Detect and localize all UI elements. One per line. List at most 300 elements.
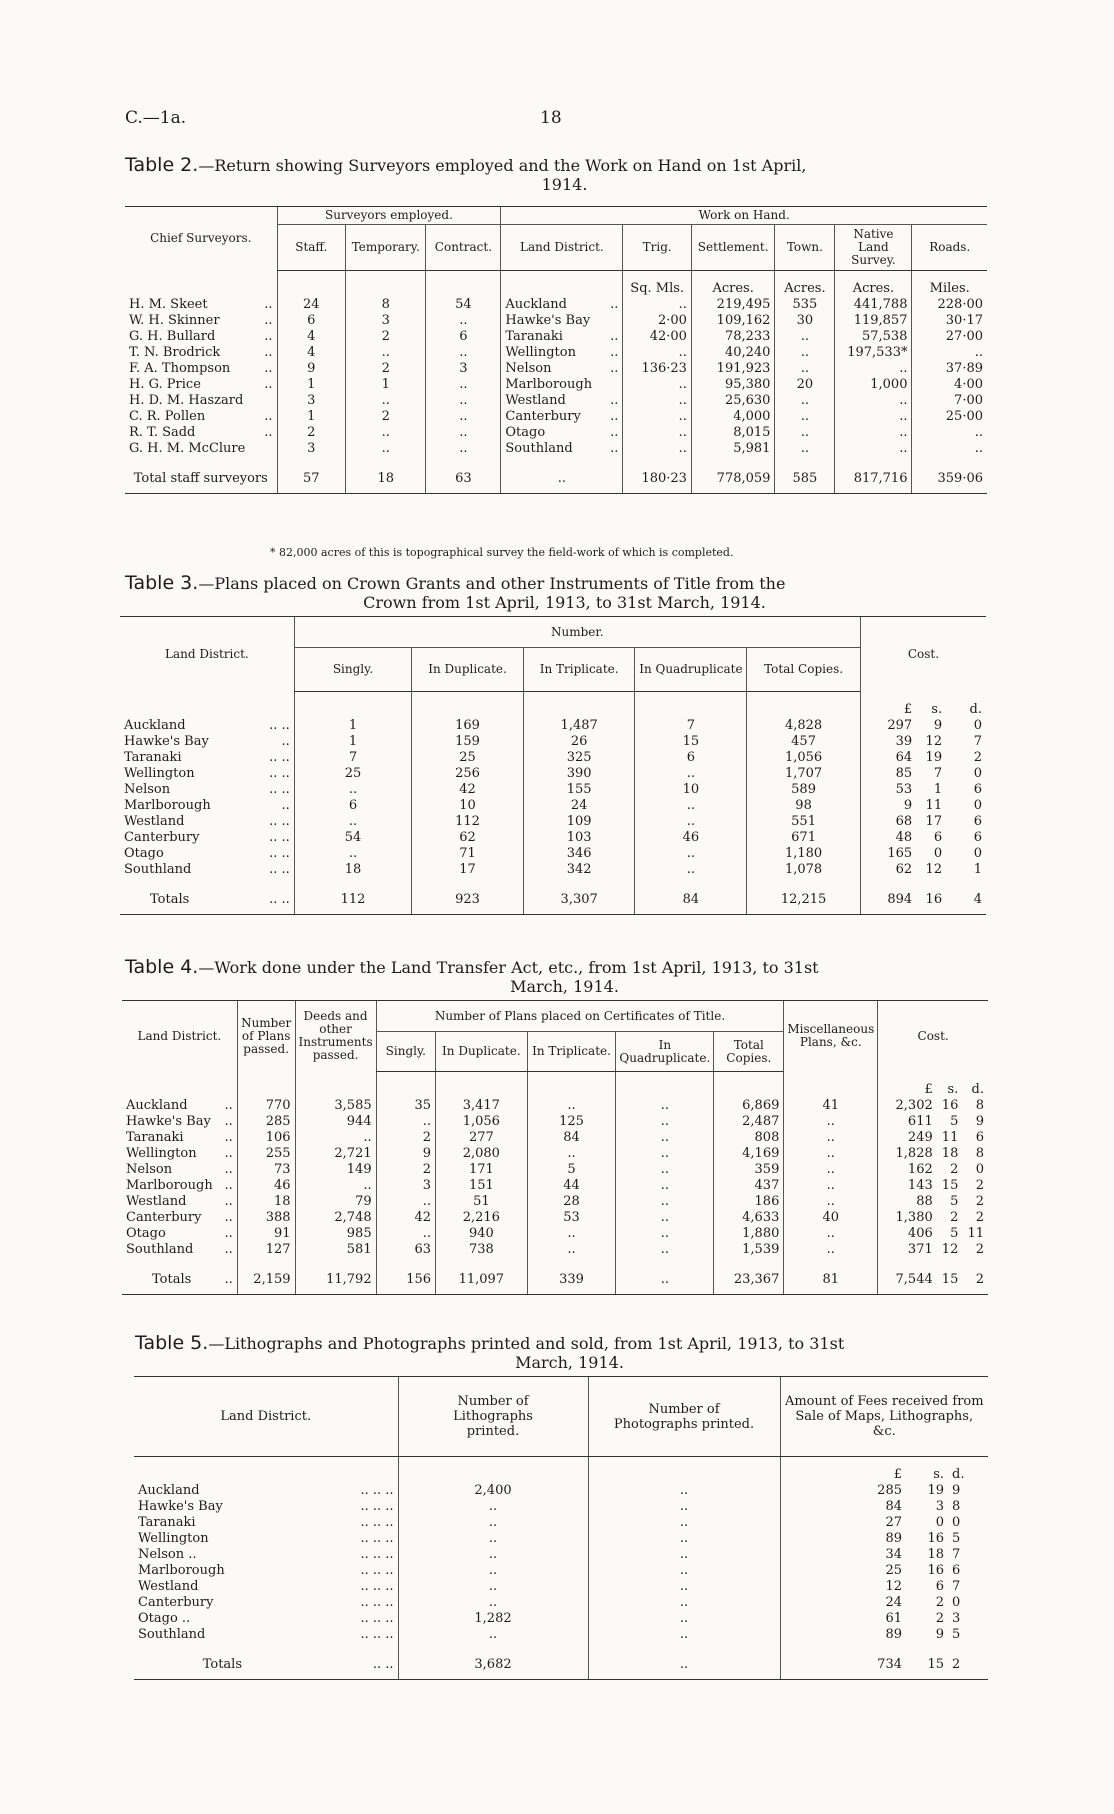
page-reference: C.—1a.	[125, 108, 187, 128]
t2-cell-contract: ..	[426, 377, 501, 393]
t4-cell-singly: 35	[376, 1098, 435, 1114]
t4-total-singly: 156	[376, 1268, 435, 1295]
t2-cell-contract: 6	[426, 329, 501, 345]
t4-cell-quad: ..	[616, 1194, 714, 1210]
t2-cell-name	[125, 313, 277, 329]
t3-cell-shillings: 1	[933, 782, 943, 797]
t5-unit-s: s.	[933, 1467, 944, 1482]
t4-cell-shillings: 15	[941, 1178, 959, 1193]
t2-cell-name	[125, 377, 277, 393]
t5-col-litho: Number of Lithographs printed.	[398, 1377, 588, 1457]
t5-cell-litho: ..	[398, 1579, 588, 1595]
t2-cell-district-text: Westland	[505, 393, 566, 408]
page-number: 18	[540, 108, 562, 128]
t2-cell-name	[125, 345, 277, 361]
t5-total-label: Totals	[134, 1653, 246, 1680]
t2-cell-staff: 4	[277, 329, 346, 345]
t3-col-total: Total Copies.	[747, 648, 861, 692]
t2-cell-roads: 7·00	[912, 393, 987, 409]
t2-cell-trig: ..	[623, 345, 692, 361]
t3-cell-district: Hawke's Bay	[124, 734, 209, 749]
t3-col-cost: Cost.	[860, 617, 986, 692]
t3-cell-pence: 0	[973, 846, 982, 861]
t3-unit-l: £	[860, 702, 916, 718]
t4-cell-dots: ..	[224, 1194, 233, 1209]
t4-cell-trip: 5	[527, 1162, 616, 1178]
t5-cell-district: Auckland	[138, 1483, 200, 1498]
t2-cell-dots: ..	[264, 329, 273, 344]
t2-cell-settle: 219,495	[691, 297, 775, 313]
t5-cell-dots: .. .. ..	[360, 1595, 394, 1610]
t3-row	[120, 814, 986, 830]
t4-cell-quad: ..	[616, 1098, 714, 1114]
t5-cell-shillings: 3	[935, 1499, 944, 1514]
t2-cell-name-text: T. N. Brodrick	[129, 345, 221, 360]
t4-cell-quad: ..	[616, 1210, 714, 1226]
t3-total-row	[120, 888, 986, 915]
t3-cell-district: Otago	[124, 846, 164, 861]
t2-cell-name-text: H. D. M. Haszard	[129, 393, 244, 408]
t4-cell-dots: ..	[224, 1226, 233, 1241]
table2-title-line2: 1914.	[541, 175, 588, 194]
t3-cell-singly: 6	[294, 798, 411, 814]
t2-cell-temp: ..	[346, 425, 426, 441]
table5-label: Table 5.	[135, 1332, 209, 1354]
t4-cell-pence: 2	[975, 1178, 984, 1193]
t4-cell-plans: 770	[237, 1098, 295, 1114]
t3-cell-dup: 112	[412, 814, 524, 830]
t5-row	[134, 1611, 988, 1627]
t3-col-quad: In Quadruplicate	[635, 648, 747, 692]
t2-cell-district	[501, 329, 623, 345]
t4-cell-district: Taranaki	[126, 1130, 184, 1145]
t4-cell-district: Westland	[126, 1194, 187, 1209]
table2-title	[125, 156, 1004, 194]
t3-cell-singly: ..	[294, 846, 411, 862]
t3-cell-dots: .. ..	[269, 766, 290, 781]
t3-cell-shillings: 12	[925, 734, 943, 749]
t4-cell-district: Canterbury	[126, 1210, 202, 1225]
t5-total-d: 2	[948, 1653, 988, 1680]
t2-row	[125, 377, 987, 393]
t4-cell-trip: ..	[527, 1242, 616, 1258]
t2-cell-native: ..	[835, 441, 912, 457]
t2-cell-district	[501, 393, 623, 409]
t4-cell-deeds: 79	[295, 1194, 376, 1210]
t3-cell-trip: 342	[523, 862, 635, 878]
t3-cell-shillings: 7	[933, 766, 943, 781]
t4-cell-deeds: 2,748	[295, 1210, 376, 1226]
t3-total-dup: 923	[412, 888, 524, 915]
t2-cell-district-dots: ..	[610, 345, 619, 360]
t2-cell-dots: ..	[264, 345, 273, 360]
t2-cell-temp: 1	[346, 377, 426, 393]
t4-unit-d: d.	[971, 1082, 984, 1097]
t4-cell-singly: ..	[376, 1114, 435, 1130]
t2-cell-temp: 2	[346, 329, 426, 345]
t2-cell-temp: 2	[346, 361, 426, 377]
t4-cell-pounds: 1,828	[878, 1146, 937, 1162]
t3-cell-dup: 10	[412, 798, 524, 814]
t4-total-dots: ..	[217, 1268, 238, 1295]
t2-cell-name-text: W. H. Skinner	[129, 313, 220, 328]
t3-cell-pence: 6	[973, 782, 982, 797]
t4-cell-quad: ..	[616, 1242, 714, 1258]
table3-title-line1: —Plans placed on Crown Grants and other Instruments of Title from the	[198, 574, 786, 593]
t2-cell-settle: 4,000	[691, 409, 775, 425]
t2-cell-name-text: H. G. Price	[129, 377, 201, 392]
t2-cell-town: 535	[775, 297, 835, 313]
t2-cell-name	[125, 297, 277, 313]
t3-cell-dots: ..	[281, 798, 290, 813]
t2-cell-staff: 2	[277, 425, 346, 441]
t3-cell-trip: 26	[523, 734, 635, 750]
t2-cell-native: 197,533*	[835, 345, 912, 361]
t4-cell-dup: 940	[436, 1226, 528, 1242]
t5-row	[134, 1595, 988, 1611]
t4-cell-singly: 9	[376, 1146, 435, 1162]
t4-cell-singly: 2	[376, 1130, 435, 1146]
t2-cell-temp: 3	[346, 313, 426, 329]
t2-cell-name	[125, 393, 277, 409]
t3-cell-quad: 10	[635, 782, 747, 798]
t2-cell-name-text: G. H. M. McClure	[129, 441, 246, 456]
t4-cell-trip: 53	[527, 1210, 616, 1226]
t3-cell-trip: 346	[523, 846, 635, 862]
t2-cell-town: 20	[775, 377, 835, 393]
t3-row	[120, 718, 986, 734]
t4-cell-dup: 277	[436, 1130, 528, 1146]
t4-cell-singly: 3	[376, 1178, 435, 1194]
t4-cell-dup: 738	[436, 1242, 528, 1258]
t5-cell-pence: 0	[952, 1595, 961, 1610]
t4-cell-pence: 11	[967, 1226, 984, 1241]
table3	[120, 616, 986, 915]
t2-cell-roads: 30·17	[912, 313, 987, 329]
t2-cell-native: ..	[835, 393, 912, 409]
t2-cell-staff: 1	[277, 377, 346, 393]
t2-cell-district	[501, 361, 623, 377]
t3-col-dup: In Duplicate.	[412, 648, 524, 692]
t5-cell-shillings: 6	[935, 1579, 944, 1594]
t2-cell-temp: ..	[346, 393, 426, 409]
t3-col-trip: In Triplicate.	[523, 648, 635, 692]
t2-cell-district-dots: ..	[610, 361, 619, 376]
t2-cell-contract: 54	[426, 297, 501, 313]
t2-cell-district-text: Auckland	[505, 297, 567, 312]
t2-cell-district	[501, 441, 623, 457]
t4-row	[122, 1130, 988, 1146]
t2-cell-staff: 6	[277, 313, 346, 329]
t4-cell-district: Otago	[126, 1226, 166, 1241]
t4-cell-total: 6,869	[714, 1098, 784, 1114]
t5-cell-litho: ..	[398, 1515, 588, 1531]
t2-cell-contract: ..	[426, 313, 501, 329]
t4-cell-total: 4,633	[714, 1210, 784, 1226]
t3-cell-total: 1,707	[747, 766, 861, 782]
t2-cell-dots: ..	[264, 425, 273, 440]
t4-cell-dup: 51	[436, 1194, 528, 1210]
t2-total-row	[125, 467, 987, 494]
t2-cell-settle: 95,380	[691, 377, 775, 393]
t4-cell-shillings: 18	[941, 1146, 959, 1161]
t2-cell-roads: 4·00	[912, 377, 987, 393]
t4-cell-misc: ..	[784, 1130, 878, 1146]
t4-cell-district: Wellington	[126, 1146, 197, 1161]
t2-cell-district-dots: ..	[610, 441, 619, 456]
t5-cell-litho: ..	[398, 1547, 588, 1563]
t5-cell-pence: 5	[952, 1627, 961, 1642]
t3-cell-total: 589	[747, 782, 861, 798]
t3-cell-trip: 24	[523, 798, 635, 814]
t3-cell-trip: 103	[523, 830, 635, 846]
t4-cell-deeds: 149	[295, 1162, 376, 1178]
t4-total-total: 23,367	[714, 1268, 784, 1295]
t2-cell-trig: ..	[623, 393, 692, 409]
t3-cell-singly: 1	[294, 718, 411, 734]
t2-cell-roads: ..	[912, 425, 987, 441]
t4-cell-plans: 285	[237, 1114, 295, 1130]
t4-cell-total: 808	[714, 1130, 784, 1146]
t2-total-temp: 18	[346, 467, 426, 494]
t5-cell-photo: ..	[588, 1579, 780, 1595]
t4-unit-s: s.	[947, 1082, 959, 1097]
t5-cell-photo: ..	[588, 1531, 780, 1547]
t2-cell-trig: ..	[623, 409, 692, 425]
table2-label: Table 2.	[125, 154, 199, 176]
t4-cell-shillings: 11	[941, 1130, 959, 1145]
t4-row	[122, 1242, 988, 1258]
t4-cell-misc: 40	[784, 1210, 878, 1226]
t4-total-quad: ..	[616, 1268, 714, 1295]
t5-cell-photo: ..	[588, 1515, 780, 1531]
t4-cell-total: 186	[714, 1194, 784, 1210]
t4-cell-trip: 84	[527, 1130, 616, 1146]
t2-row	[125, 313, 987, 329]
t4-cell-shillings: 12	[941, 1242, 959, 1257]
t4-cell-total: 359	[714, 1162, 784, 1178]
t4-total-trip: 339	[527, 1268, 616, 1295]
t5-cell-pence: 3	[952, 1611, 961, 1626]
t4-col-district: Land District.	[122, 1001, 237, 1072]
t4-cell-plans: 46	[237, 1178, 295, 1194]
t2-row	[125, 393, 987, 409]
t2-row	[125, 297, 987, 313]
table3-label: Table 3.	[125, 572, 199, 594]
t3-cell-pence: 2	[973, 750, 982, 765]
t3-cell-district: Auckland	[124, 718, 186, 733]
t4-cell-quad: ..	[616, 1162, 714, 1178]
t2-cell-settle: 5,981	[691, 441, 775, 457]
t4-total-plans: 2,159	[237, 1268, 295, 1295]
t4-cell-total: 437	[714, 1178, 784, 1194]
t4-cell-misc: ..	[784, 1162, 878, 1178]
t2-cell-district	[501, 345, 623, 361]
t3-cell-pounds: 165	[860, 846, 916, 862]
t3-units-row	[120, 702, 986, 718]
t3-cell-trip: 1,487	[523, 718, 635, 734]
t5-cell-shillings: 9	[935, 1627, 944, 1642]
t3-cell-trip: 325	[523, 750, 635, 766]
t4-cell-district: Hawke's Bay	[126, 1114, 211, 1129]
t4-cell-misc: ..	[784, 1178, 878, 1194]
t2-cell-district-dots: ..	[610, 393, 619, 408]
t5-cell-photo: ..	[588, 1595, 780, 1611]
t2-cell-native: ..	[835, 361, 912, 377]
t3-cell-district: Marlborough	[124, 798, 211, 813]
t4-cell-pounds: 143	[878, 1178, 937, 1194]
t4-cell-quad: ..	[616, 1146, 714, 1162]
t2-cell-district-dots: ..	[610, 329, 619, 344]
t4-cell-quad: ..	[616, 1178, 714, 1194]
t4-cell-quad: ..	[616, 1226, 714, 1242]
t2-cell-dots: ..	[264, 409, 273, 424]
t5-cell-dots: .. .. ..	[360, 1627, 394, 1642]
t2-cell-district-text: Southland	[505, 441, 573, 456]
t5-cell-photo: ..	[588, 1483, 780, 1499]
t2-cell-town: ..	[775, 441, 835, 457]
t4-cell-dots: ..	[224, 1242, 233, 1257]
t4-cell-dots: ..	[224, 1114, 233, 1129]
t3-cell-singly: 18	[294, 862, 411, 878]
t4-cell-dup: 151	[436, 1178, 528, 1194]
t4-cell-total: 1,539	[714, 1242, 784, 1258]
t5-row	[134, 1499, 988, 1515]
t2-cell-name	[125, 361, 277, 377]
t5-cell-pounds: 285	[780, 1483, 906, 1499]
t4-col-trip: In Triplicate.	[527, 1032, 616, 1072]
t3-row	[120, 734, 986, 750]
t4-col-misc: Miscellaneous Plans, &c.	[784, 1001, 878, 1072]
t4-cell-shillings: 5	[950, 1194, 959, 1209]
t2-cell-settle: 191,923	[691, 361, 775, 377]
t2-cell-temp: ..	[346, 345, 426, 361]
t5-unit-d: d.	[952, 1467, 965, 1482]
t5-cell-shillings: 0	[935, 1515, 944, 1530]
t2-cell-native: 1,000	[835, 377, 912, 393]
t4-cell-dup: 171	[436, 1162, 528, 1178]
t4-cell-misc: ..	[784, 1226, 878, 1242]
t2-cell-town: ..	[775, 393, 835, 409]
t5-col-fees: Amount of Fees received from Sale of Maps, Lithographs, &c.	[780, 1377, 988, 1457]
t3-total-l: 894	[860, 888, 916, 915]
t4-cell-trip: 44	[527, 1178, 616, 1194]
t2-cell-settle: 109,162	[691, 313, 775, 329]
table5-title	[135, 1334, 1004, 1372]
t2-cell-district-text: Taranaki	[505, 329, 563, 344]
t4-cell-pence: 2	[975, 1242, 984, 1257]
t3-col-district: Land District.	[120, 617, 294, 692]
t2-row	[125, 345, 987, 361]
t4-cell-deeds: 944	[295, 1114, 376, 1130]
t4-cell-quad: ..	[616, 1130, 714, 1146]
t4-col-total: Total Copies.	[714, 1032, 784, 1072]
table4-title-line2: March, 1914.	[510, 977, 619, 996]
t5-cell-pounds: 89	[780, 1627, 906, 1643]
t3-cell-dots: .. ..	[269, 862, 290, 877]
t3-cell-dup: 25	[412, 750, 524, 766]
t3-cell-singly: 25	[294, 766, 411, 782]
t2-unit-native: Acres.	[835, 281, 912, 297]
t4-cell-trip: 28	[527, 1194, 616, 1210]
t5-cell-shillings: 16	[927, 1563, 944, 1578]
t4-col-plans: Number of Plans passed.	[237, 1001, 295, 1072]
t3-cell-shillings: 17	[925, 814, 943, 829]
t5-total-photo: ..	[588, 1653, 780, 1680]
t4-cell-trip: 125	[527, 1114, 616, 1130]
t2-total-district: ..	[501, 467, 623, 494]
t4-total-label: Totals	[122, 1268, 217, 1295]
t3-row	[120, 830, 986, 846]
t2-cell-trig: ..	[623, 425, 692, 441]
t5-cell-pence: 0	[952, 1515, 961, 1530]
t4-unit-l: £	[878, 1082, 937, 1098]
t2-cell-staff: 1	[277, 409, 346, 425]
t4-cell-pounds: 2,302	[878, 1098, 937, 1114]
t3-cell-shillings: 9	[933, 718, 943, 733]
t5-cell-photo: ..	[588, 1611, 780, 1627]
t4-cell-singly: 2	[376, 1162, 435, 1178]
t2-cell-staff: 24	[277, 297, 346, 313]
t3-cell-pounds: 297	[860, 718, 916, 734]
table4	[122, 1000, 988, 1295]
t3-cell-shillings: 6	[933, 830, 943, 845]
t5-total-s: 15	[906, 1653, 948, 1680]
t3-cell-dup: 159	[412, 734, 524, 750]
t4-cell-plans: 127	[237, 1242, 295, 1258]
t3-cell-singly: ..	[294, 814, 411, 830]
t3-cell-quad: ..	[635, 814, 747, 830]
t4-cell-district: Southland	[126, 1242, 194, 1257]
t4-cell-district: Nelson	[126, 1162, 173, 1177]
t4-col-dup: In Duplicate.	[436, 1032, 528, 1072]
t4-row	[122, 1146, 988, 1162]
t3-cell-singly: 7	[294, 750, 411, 766]
t5-cell-pence: 9	[952, 1483, 961, 1498]
t4-cell-singly: ..	[376, 1194, 435, 1210]
t3-cell-pounds: 64	[860, 750, 916, 766]
t2-col-settle: Settlement.	[691, 225, 775, 271]
t4-total-misc: 81	[784, 1268, 878, 1295]
t2-cell-temp: 8	[346, 297, 426, 313]
t2-cell-name-text: C. R. Pollen	[129, 409, 206, 424]
t3-cell-dup: 71	[412, 846, 524, 862]
t2-cell-name-text: G. H. Bullard	[129, 329, 216, 344]
t4-total-l: 7,544	[878, 1268, 937, 1295]
t4-group-cert: Number of Plans placed on Certificates of Title.	[376, 1001, 784, 1032]
t5-cell-dots: .. .. ..	[360, 1611, 394, 1626]
table5-title-line2: March, 1914.	[515, 1353, 624, 1372]
t3-cell-district: Southland	[124, 862, 192, 877]
t4-row	[122, 1098, 988, 1114]
t5-cell-pence: 8	[952, 1499, 961, 1514]
t3-cell-dup: 256	[412, 766, 524, 782]
t2-cell-temp: 2	[346, 409, 426, 425]
t4-cell-pence: 2	[975, 1194, 984, 1209]
t2-row	[125, 425, 987, 441]
t4-cell-district: Auckland	[126, 1098, 188, 1113]
t4-row	[122, 1178, 988, 1194]
t2-cell-district	[501, 297, 623, 313]
t2-cell-district-text: Wellington	[505, 345, 576, 360]
t4-cell-pounds: 249	[878, 1130, 937, 1146]
t2-cell-name	[125, 409, 277, 425]
t2-cell-staff: 3	[277, 393, 346, 409]
t5-cell-dots: .. .. ..	[360, 1563, 394, 1578]
t4-cell-pounds: 371	[878, 1242, 937, 1258]
t5-cell-district: Southland	[138, 1627, 206, 1642]
t5-cell-litho: ..	[398, 1563, 588, 1579]
